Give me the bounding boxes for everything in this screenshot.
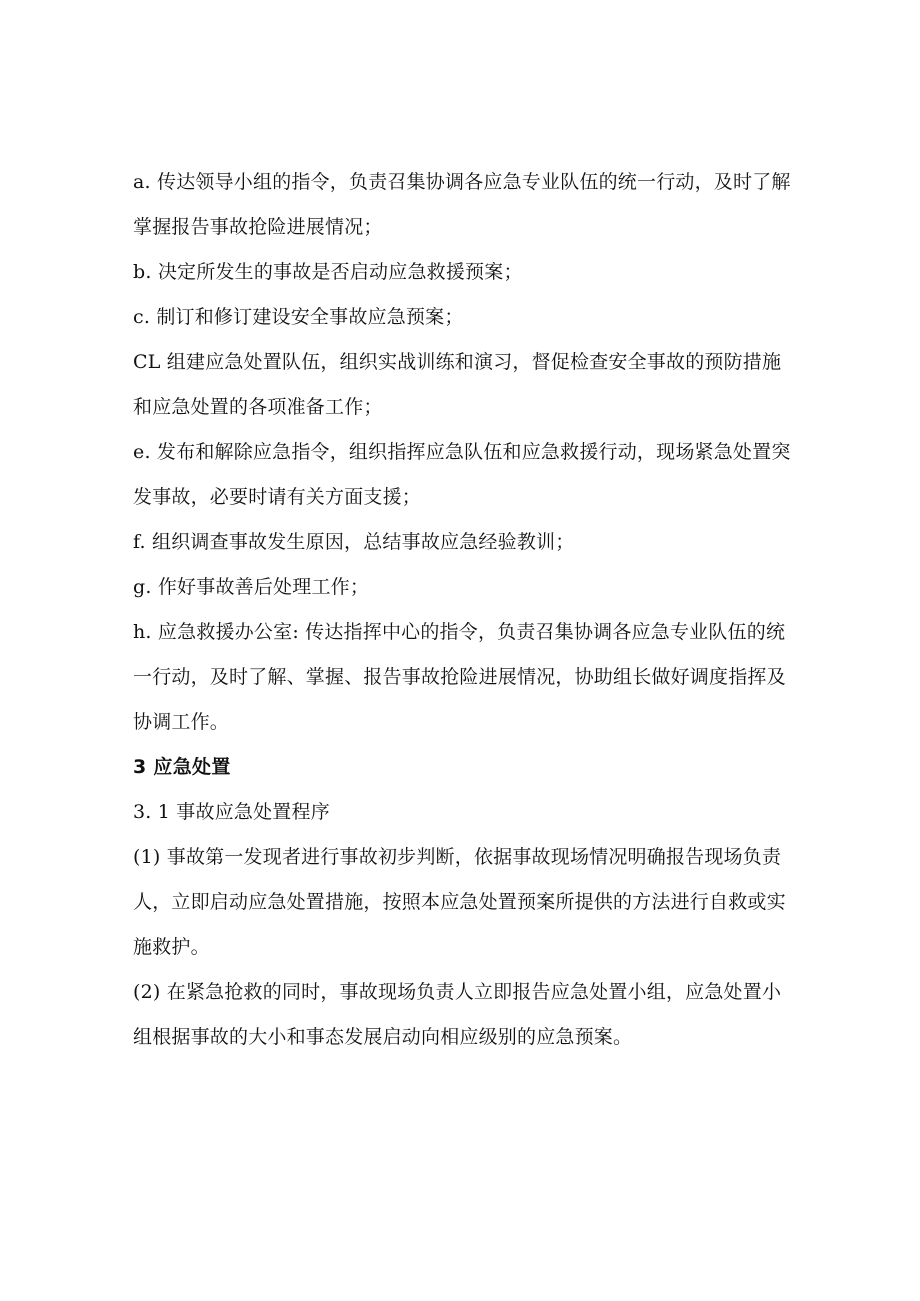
duty-item-h: h. 应急救援办公室: 传达指挥中心的指令，负责召集协调各应急专业队伍的统一行动，及时了解、掌握、报告事故抢险进展情况，协助组长做好调度指挥及协调工作。 [133, 621, 786, 733]
duty-item-e: e. 发布和解除应急指令，组织指挥应急队伍和应急救援行动，现场紧急处置突发事故，必要时请有关方面支援； [133, 441, 791, 508]
duty-item-d: CL 组建应急处置队伍，组织实战训练和演习，督促检查安全事故的预防措施和应急处置的各项准备工作； [133, 351, 782, 418]
duty-item-a: a. 传达领导小组的指令，负责召集协调各应急专业队伍的统一行动，及时了解掌握报告事故抢险进展情况； [133, 171, 791, 238]
duty-item-b: b. 决定所发生的事故是否启动应急救援预案； [133, 261, 523, 283]
section-heading: 3 应急处置 [133, 756, 231, 778]
procedure-step-1: (1) 事故第一发现者进行事故初步判断，依据事故现场情况明确报告现场负责人，立即启动应急处置措施，按照本应急处置预案所提供的方法进行自救或实施救护。 [133, 846, 786, 958]
duty-item-g: g. 作好事故善后处理工作； [133, 576, 370, 598]
duty-item-c: c. 制订和修订建设安全事故应急预案； [133, 306, 464, 328]
document-body [133, 160, 793, 1060]
duty-item-f: f. 组织调查事故发生原因，总结事故应急经验教训； [133, 531, 575, 553]
subsection-heading: 3. 1 事故应急处置程序 [133, 801, 330, 823]
procedure-step-2: (2) 在紧急抢救的同时，事故现场负责人立即报告应急处置小组，应急处置小组根据事故的大小和事态发展启动向相应级别的应急预案。 [133, 981, 782, 1048]
